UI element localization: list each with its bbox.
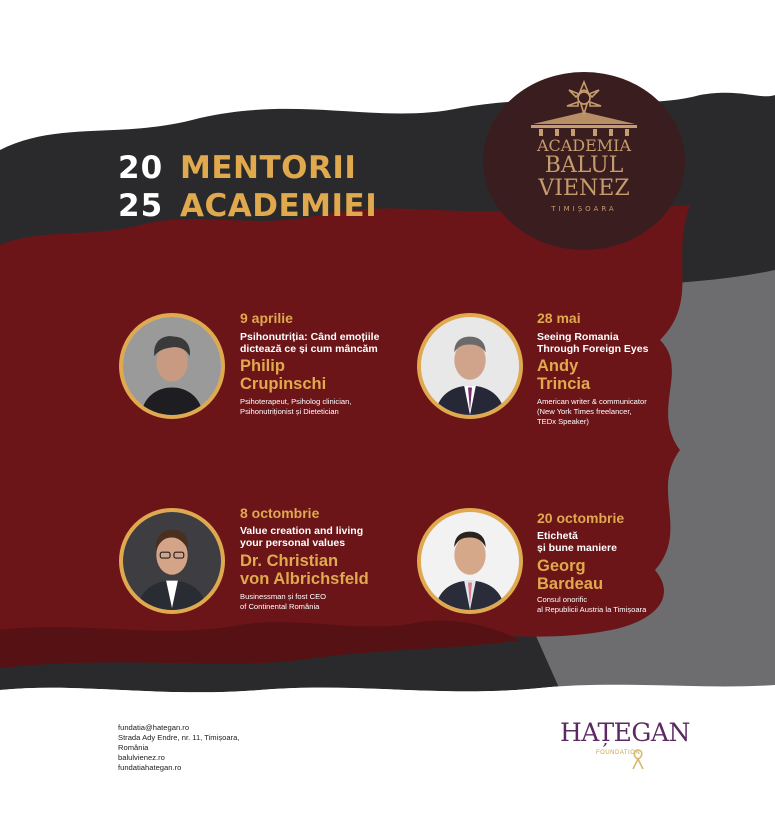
academy-logo	[483, 72, 685, 250]
mentor-talk-1-line-1: Psihonutriția: Când emoțiile	[240, 331, 380, 343]
portrait-icon	[123, 317, 221, 415]
mentor-role-4-line-2: al Republicii Austria la Timișoara	[537, 605, 647, 614]
mentor-talk-4-line-1: Etichetă	[537, 530, 578, 542]
logo-line-2: BALUL	[544, 153, 624, 178]
mentor-role-4-line-1: Consul onorific	[537, 595, 588, 604]
mentor-talk-4-line-2: și bune maniere	[537, 542, 617, 554]
contact-email: fundatia@hategan.ro	[118, 723, 190, 732]
contact-address-line-2: România	[118, 743, 149, 752]
year-bottom: 25	[118, 188, 164, 224]
mentor-role-2-line-1: American writer & communicator	[537, 397, 647, 406]
portrait-icon	[123, 512, 221, 610]
mentor-photo-3	[119, 508, 225, 614]
mentor-talk-3-line-1: Value creation and living	[240, 525, 364, 537]
mentor-talk-2-line-2: Through Foreign Eyes	[537, 343, 649, 355]
mentor-name-3-line-2: von Albrichsfeld	[240, 570, 369, 588]
mentor-name-3-line-1: Dr. Christian	[240, 552, 339, 570]
mentor-role-3-line-2: of Continental România	[240, 602, 320, 611]
mentor-role-1-line-1: Psihoterapeut, Psiholog clinician,	[240, 397, 352, 406]
mentor-date-2: 28 mai	[537, 310, 581, 326]
sponsor-logo-name: HAȚEGAN	[560, 718, 690, 747]
mentor-date-1: 9 aprilie	[240, 310, 293, 326]
mentor-photo-1	[119, 313, 225, 419]
building-roof-icon	[529, 110, 639, 136]
mentor-photo-4	[417, 508, 523, 614]
mentor-talk-3-line-2: your personal values	[240, 537, 346, 549]
logo-city: TIMIȘOARA	[551, 205, 617, 213]
mentor-talk-1-line-2: dictează ce și cum mâncăm	[240, 343, 378, 355]
mentor-talk-2-line-1: Seeing Romania	[537, 331, 619, 343]
contact-address-line-1: Strada Ady Endre, nr. 11, Timișoara,	[118, 733, 240, 742]
title-line-1: MENTORII	[180, 150, 357, 186]
portrait-icon	[421, 512, 519, 610]
mentor-name-2-line-1: Andy	[537, 357, 579, 375]
mentor-name-4-line-2: Bardeau	[537, 575, 604, 593]
contact-social: fundatiahategan.ro	[118, 763, 182, 772]
mentor-role-3-line-1: Businessman și fost CEO	[240, 592, 327, 601]
mentor-date-4: 20 octombrie	[537, 510, 625, 526]
ribbon-icon	[630, 748, 646, 770]
mentor-photo-2	[417, 313, 523, 419]
mentor-name-1-line-1: Philip	[240, 357, 285, 375]
mentor-name-1-line-2: Crupinschi	[240, 375, 327, 393]
contact-website: balulvienez.ro	[118, 753, 165, 762]
mentor-name-4-line-1: Georg	[537, 557, 586, 575]
portrait-icon	[421, 317, 519, 415]
mentor-name-2-line-2: Trincia	[537, 375, 591, 393]
mentor-role-2-line-3: TEDx Speaker)	[537, 417, 589, 426]
sponsor-logo-tagline: FOUNDATION	[596, 750, 641, 756]
mentor-role-1-line-2: Psihonutriționist și Dietetician	[240, 407, 339, 416]
white-bottom-shape	[0, 685, 775, 825]
year-top: 20	[118, 150, 164, 186]
logo-line-3: VIENEZ	[538, 176, 630, 201]
logo-line-1: ACADEMIA	[536, 136, 632, 155]
mentor-role-2-line-2: (New York Times freelancer,	[537, 407, 632, 416]
title-line-2: ACADEMIEI	[180, 188, 378, 224]
mentor-date-3: 8 octombrie	[240, 505, 320, 521]
